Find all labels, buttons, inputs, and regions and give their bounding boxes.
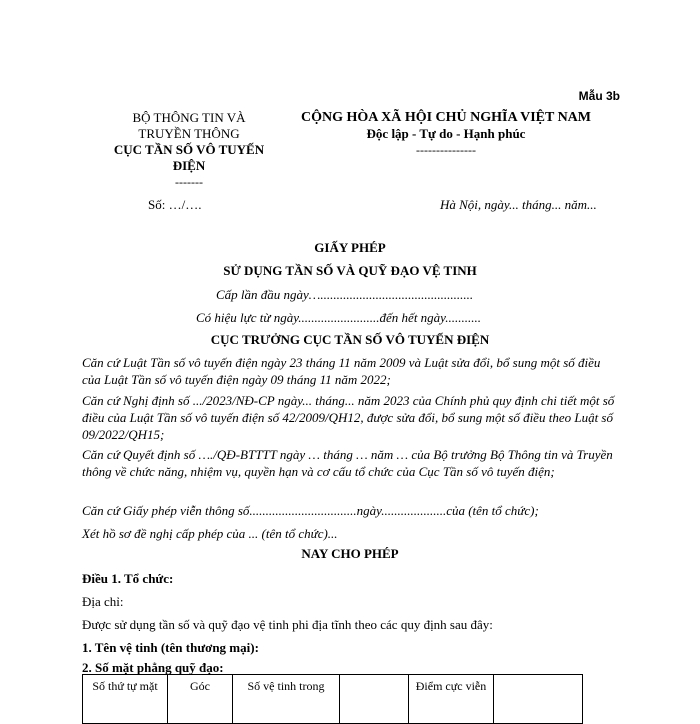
authority-title: CỤC TRƯỞNG CỤC TẦN SỐ VÔ TUYẾN ĐIỆN (210, 332, 490, 347)
permission-text: Được sử dụng tần số và quỹ đạo vệ tinh phi địa tĩnh theo các quy định sau đây: (82, 617, 493, 632)
first-issued-line: Cấp lần đầu ngày…............................................... (216, 287, 474, 302)
place-date: Hà Nội, ngày... tháng... năm... (440, 197, 597, 212)
ministry-name: BỘ THÔNG TIN VÀ TRUYỀN THÔNG (132, 110, 246, 141)
nation-name: CỘNG HÒA XÃ HỘI CHỦ NGHĨA VIỆT NAM (300, 110, 591, 125)
document-number: Số: …/…. (148, 197, 202, 212)
document-title: GIẤY PHÉP (314, 240, 386, 255)
department-name: CỤC TẦN SỐ VÔ TUYẾN ĐIỆN (113, 142, 265, 173)
basis-paragraph: Căn cứ Nghị định số .../2023/NĐ-CP ngày... tháng... năm 2023 của Chính phủ quy định chi tiết một số điều của Luật Tần số vô tuyến điện số 42/2009/QH12, được sửa đổi, bổ sung một số điều theo Luật số 09/2022/QH15; (82, 393, 615, 442)
validity-line: Có hiệu lực từ ngày.........................đến hết ngày........... (196, 310, 481, 325)
document-subtitle: SỬ DỤNG TẦN SỐ VÀ QUỸ ĐẠO VỆ TINH (223, 263, 477, 278)
basis-paragraph: Căn cứ Luật Tần số vô tuyến điện ngày 23 tháng 11 năm 2009 và Luật sửa đổi, bổ sung một số điều của Luật Tần số vô tuyến điện ngày 09 tháng 11 năm 2022; (82, 355, 601, 387)
table-header-cell (340, 675, 409, 724)
orbital-plane-table (82, 674, 583, 724)
form-code: Mẫu 3b (578, 89, 620, 103)
left-separator: ------- (175, 175, 203, 189)
right-separator: --------------- (416, 143, 476, 157)
article-1-heading: Điều 1. Tổ chức: (82, 571, 174, 586)
basis-paragraph: Căn cứ Quyết định số …./QĐ-BTTTT ngày … tháng … năm … của Bộ trưởng Bộ Thông tin và Truyền thông về chức năng, nhiệm vụ, quyền hạn và cơ cấu tổ chức của Cục Tần số vô tuyến điện; (82, 447, 613, 479)
table-header-cell (494, 675, 583, 724)
table-header-cell: Góc (168, 675, 233, 724)
permit-heading: NAY CHO PHÉP (301, 546, 399, 561)
national-header (298, 110, 594, 158)
table-header-row (83, 675, 583, 724)
table-header-cell: Số thứ tự mặt (83, 675, 168, 724)
satellite-name-item: 1. Tên vệ tinh (tên thương mại): (82, 640, 259, 655)
national-motto: Độc lập - Tự do - Hạnh phúc (366, 126, 526, 141)
orbital-planes-item: 2. Số mặt phẳng quỹ đạo: (82, 660, 224, 675)
table-header-cell: Điểm cực viễn (409, 675, 494, 724)
table-header-cell: Số vệ tinh trong (233, 675, 340, 724)
basis-paragraph: Xét hồ sơ đề nghị cấp phép của ... (tên tổ chức)... (82, 526, 338, 541)
basis-paragraph: Căn cứ Giấy phép viễn thông số.................................ngày....................của (tên tổ chức); (82, 503, 539, 518)
address-label: Địa chỉ: (82, 594, 124, 609)
issuing-authority-header (110, 110, 268, 190)
